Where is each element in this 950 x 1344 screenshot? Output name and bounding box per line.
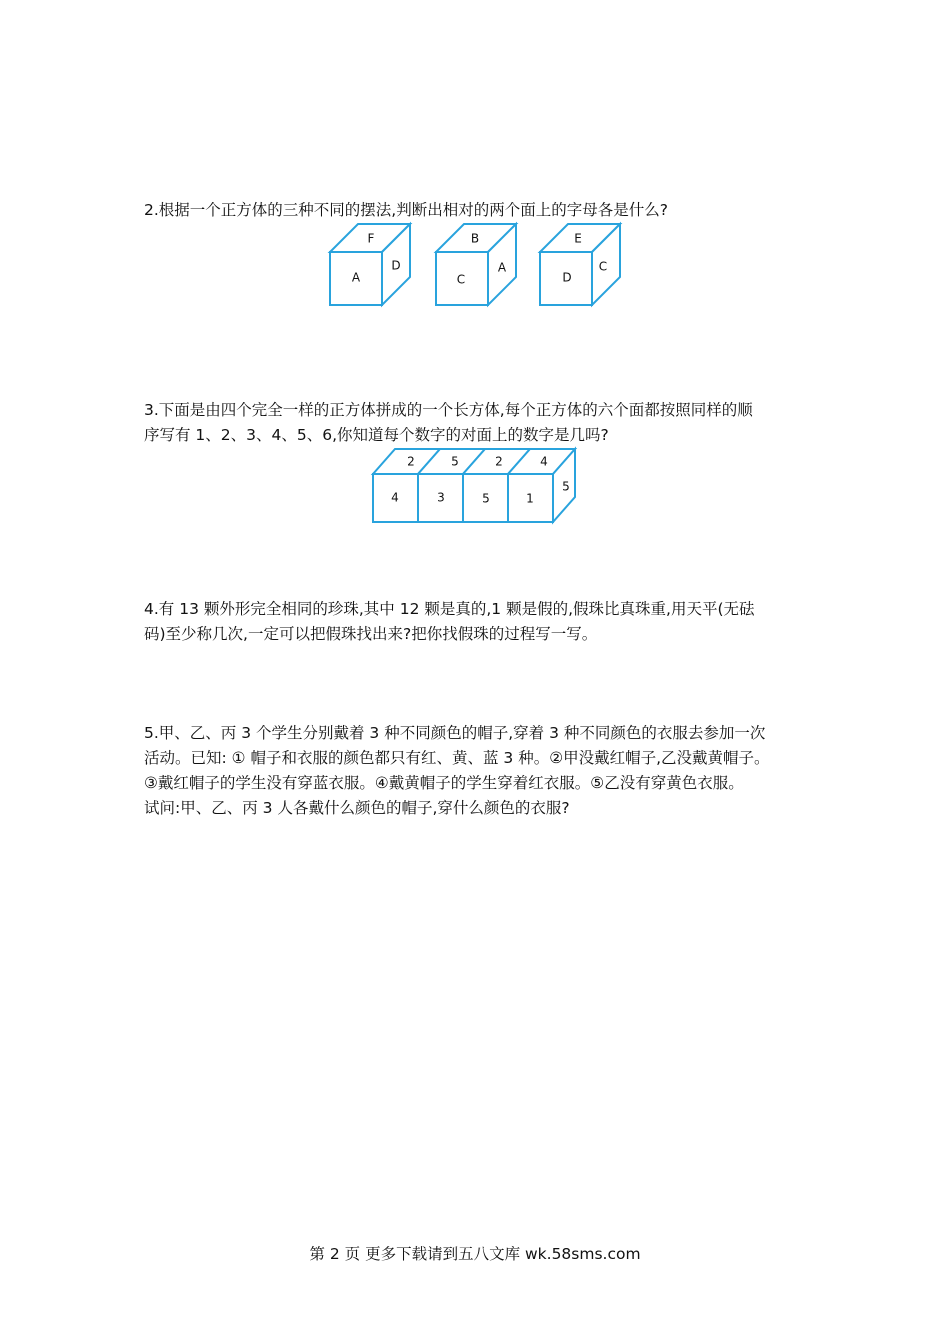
question-5-line-1: 5.甲、乙、丙 3 个学生分别戴着 3 种不同颜色的帽子,穿着 3 种不同颜色的衣服去参加一次 [144, 724, 766, 742]
cuboid-top-label-1: 2 [407, 454, 415, 469]
cube-3 [540, 224, 620, 305]
question-5-line-4: 试问:甲、乙、丙 3 人各戴什么颜色的帽子,穿什么颜色的衣服? [144, 799, 570, 817]
cuboid-front-label-1: 4 [391, 490, 399, 505]
cuboid-top-label-2: 5 [451, 454, 459, 469]
cuboid-front-label-4: 1 [526, 491, 534, 506]
cube-1-front-label: A [351, 270, 361, 285]
cube-1 [330, 224, 410, 305]
cube-2-top-label: B [470, 231, 480, 246]
cube-2-front-label: C [456, 272, 466, 287]
q3-cuboid-figure [370, 446, 585, 526]
cuboid-side-label: 5 [562, 479, 570, 494]
cube-2-side-label: A [497, 260, 507, 275]
question-5 [144, 721, 824, 821]
cuboid-front-label-2: 3 [437, 490, 445, 505]
cube-2 [436, 224, 516, 305]
question-4 [144, 597, 824, 647]
question-4-line-2: 码)至少称几次,一定可以把假珠找出来?把你找假珠的过程写一写。 [144, 625, 598, 643]
question-2-text: 2.根据一个正方体的三种不同的摆法,判断出相对的两个面上的字母各是什么? [144, 201, 668, 219]
question-3-line-1: 3.下面是由四个完全一样的正方体拼成的一个长方体,每个正方体的六个面都按照同样的顺 [144, 401, 753, 419]
cube-3-top-label: E [574, 231, 582, 246]
question-5-line-3: ③戴红帽子的学生没有穿蓝衣服。④戴黄帽子的学生穿着红衣服。⑤乙没有穿黄色衣服。 [144, 774, 744, 792]
cube-1-side-label: D [391, 258, 401, 273]
cuboid-top-label-4: 4 [540, 454, 548, 469]
question-3-line-2: 序写有 1、2、3、4、5、6,你知道每个数字的对面上的数字是几吗? [144, 426, 609, 444]
question-5-line-2: 活动。已知: ① 帽子和衣服的颜色都只有红、黄、蓝 3 种。②甲没戴红帽子,乙没戴黄帽子。 [144, 749, 770, 767]
cube-3-side-label: C [598, 259, 608, 274]
question-4-line-1: 4.有 13 颗外形完全相同的珍珠,其中 12 颗是真的,1 颗是假的,假珠比真珠重,用天平(无砝 [144, 600, 755, 618]
page-footer: 第 2 页 更多下载请到五八文库 wk.58sms.com [309, 1245, 641, 1263]
question-3 [144, 398, 824, 448]
q2-cube-figure [325, 220, 625, 310]
cuboid-top-label-3: 2 [495, 454, 503, 469]
cube-3-front-label: D [562, 270, 572, 285]
cube-1-top-label: F [367, 231, 375, 246]
cuboid-front-label-3: 5 [482, 491, 490, 506]
